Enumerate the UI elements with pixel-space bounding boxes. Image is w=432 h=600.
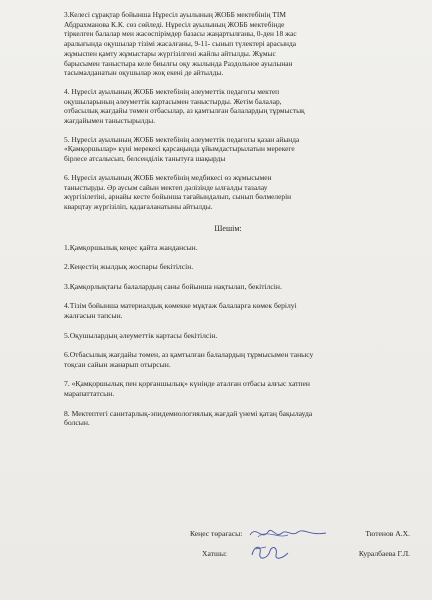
text-line: Абдрахманова К.К. сөз сөйледі. Нұресіл ауылының ЖОББ мектебінде [64, 19, 285, 29]
text-line: болсын. [64, 418, 90, 428]
text-line: 7. «Қамқоршылық пен қорғаншылық» күнінде аталған отбасы алғыс хатпен [64, 379, 310, 389]
decision-item-5 [64, 331, 392, 341]
secretary-signature-row [190, 549, 410, 569]
text-line: аралығында оқушылар тізімі жасалғаны, 9-11- сынып түлектері арасында [64, 39, 297, 49]
decision-item-8 [64, 409, 392, 428]
text-line: марапаттатсын. [64, 389, 115, 398]
secretary-name: Куралбаева Г.Л. [358, 549, 410, 558]
decision-item-3 [64, 282, 392, 292]
text-line: жүргізілетіні, арнайы кесте бойынша тағайындалып, сынып бөлмелерін [64, 192, 292, 202]
signature-block [190, 529, 410, 569]
text-line: 4. Нұресіл ауылының ЖОББ мектебінің әлеуметтік педагогы мектеп [64, 86, 280, 96]
text-line: отбасылық жағдайы төмен отбасылар, аз қамтылған балалардың тұрмыстық [64, 106, 305, 116]
paragraph-5 [64, 135, 392, 164]
decision-list [64, 243, 392, 428]
text-line: 3.Қамқорлықтағы балалардың саны бойынша нақтылап, бекітілсін. [64, 281, 282, 291]
body-paragraphs [64, 10, 392, 212]
text-line: 1.Қамқоршылық кеңес қайта жандансын. [64, 242, 198, 252]
chair-label: Кеңес төрағасы: [190, 529, 243, 538]
text-line: 6. Нұресіл ауылының ЖОББ мектебінің медбикесі өз жұмысымен [64, 172, 272, 182]
text-line: 5. Нұресіл ауылының ЖОББ мектебінің әлеуметтік педагогы қазан айында [64, 134, 300, 144]
chair-name: Тютенов А.Х. [365, 529, 410, 538]
text-line: 2.Кеңестің жылдық жоспары бекітілсін. [64, 262, 194, 272]
decision-item-2 [64, 262, 392, 272]
decision-item-4 [64, 301, 392, 320]
text-line: кварцтау жүргізіліп, қадағаланатыны айтылды. [64, 201, 213, 211]
secretary-signature-mark [248, 541, 292, 565]
decision-item-6 [64, 350, 392, 369]
text-line: бірлесе атсалысып, белсенділік танытуға шақырды [64, 154, 226, 164]
decision-item-1 [64, 243, 392, 253]
text-line: «Қамқоршылар» күні мерекесі қарсаңында ұйымдастырылатын мерекеге [64, 144, 295, 154]
chair-signature-row [190, 529, 410, 549]
text-line: тасымалданатын оқушылар жоқ екені де айтылды. [64, 68, 224, 78]
text-line: барысымен таныстыра келе биылғы оқу жылында Раздольное ауылынан [64, 58, 293, 68]
paragraph-6 [64, 173, 392, 212]
text-line: оқушыларының әлеуметтік картасымен таныстырды. Жетім балалар, [64, 96, 282, 106]
paragraph-3 [64, 10, 392, 78]
text-line: 4.Тізім бойынша материалдық көмекке мұқтаж балаларға көмек берілуі [64, 301, 297, 311]
decision-item-7 [64, 379, 392, 398]
text-line: 6.Отбасылық жағдайы төмен, аз қамтылған балалардың тұрмысымен танысу [64, 350, 314, 360]
text-line: 8. Мектептегі санитарлық-эпидемиологиялық жағдай үнемі қатаң бақылауда [64, 408, 313, 418]
secretary-label: Хатшы: [202, 549, 228, 558]
text-line: тіркелген балалар мен жасөспірімдер базасы жаңартылғаны, 0-ден 18 жас [64, 29, 297, 39]
chair-signature-mark [248, 523, 328, 543]
text-line: тоқсан сайын жанарып отырсын. [64, 359, 171, 369]
text-line: таныстырды. Әр аусым сайын мектеп дәлізінде ылғалды тазалау [64, 182, 268, 192]
text-line: 3.Келесі сұрақтар бойынша Нұресіл ауылының ЖОББ мектебінің ТІМ [64, 10, 286, 19]
text-line: жағдайымен таныстырылды. [64, 116, 156, 126]
decision-heading: Шешім: [214, 223, 242, 233]
text-line: 5.Оқушылардың әлеуметтік картасы бекітілсін. [64, 330, 218, 340]
text-line: жалғасын тапсын. [64, 311, 123, 321]
paragraph-4 [64, 87, 392, 126]
text-line: жұмыспен қамту жұмыстары жүргізілгені жайлы айтылды. Жұмыс [64, 48, 276, 58]
